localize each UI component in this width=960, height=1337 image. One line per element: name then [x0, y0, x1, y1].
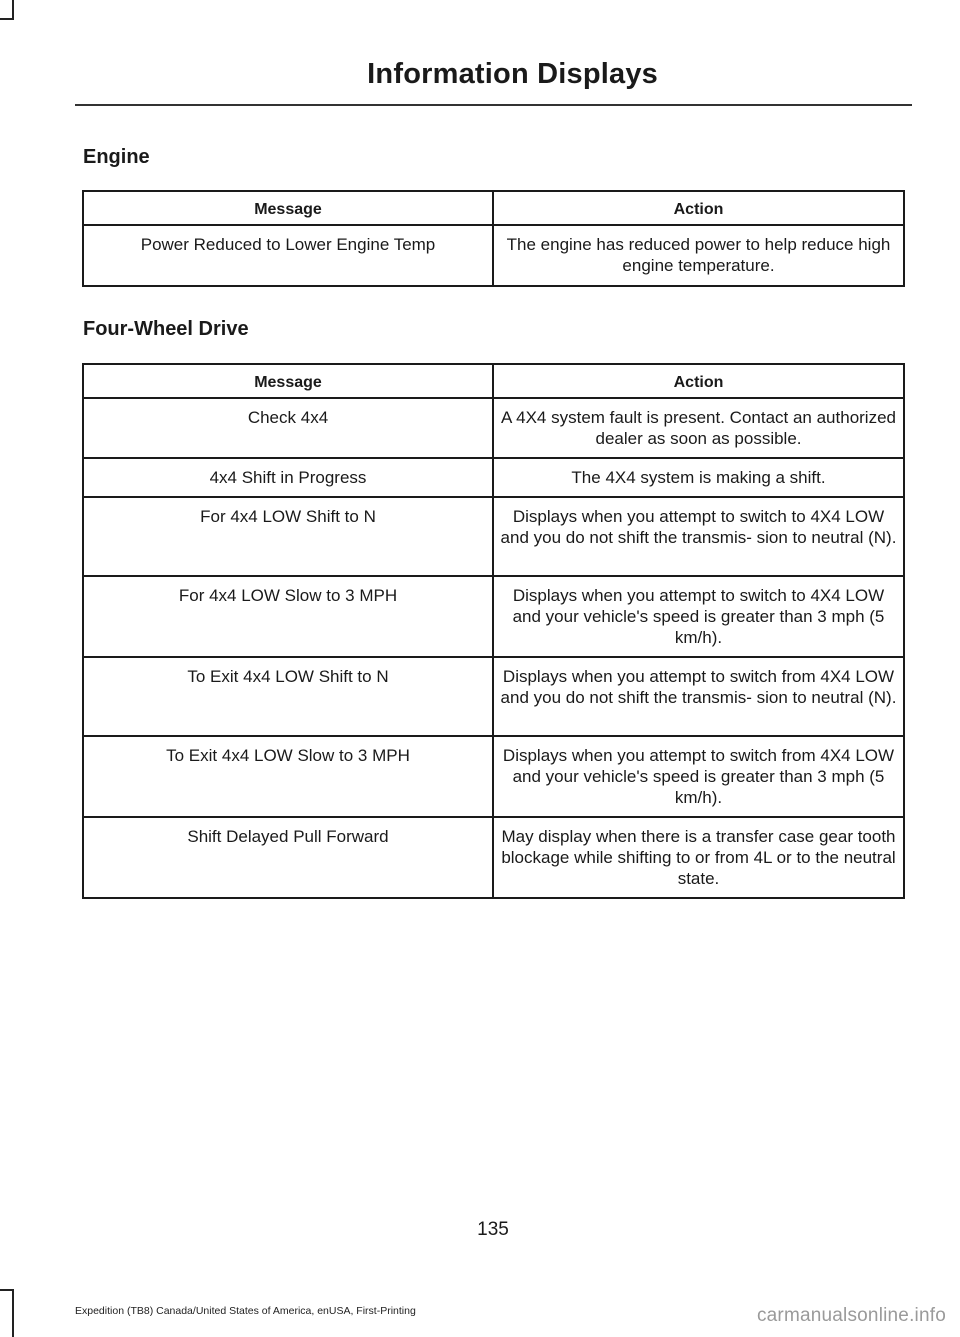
message-cell: To Exit 4x4 LOW Shift to N — [83, 657, 493, 736]
message-cell: Check 4x4 — [83, 398, 493, 458]
message-cell: Shift Delayed Pull Forward — [83, 817, 493, 898]
column-header-message: Message — [83, 191, 493, 225]
action-cell: Displays when you attempt to switch from 4X4 LOW and you do not shift the transmis- sion to neutral (N). — [493, 657, 904, 736]
table-row — [83, 817, 904, 898]
four-wheel-drive-message-table — [82, 363, 905, 899]
table-row — [83, 458, 904, 497]
column-header-action: Action — [493, 191, 904, 225]
crop-mark-bottom-left-v — [12, 1290, 14, 1337]
edition-footer: Expedition (TB8) Canada/United States of America, enUSA, First-Printing — [75, 1305, 416, 1317]
page-title: Information Displays — [367, 58, 658, 90]
message-cell: Power Reduced to Lower Engine Temp — [83, 225, 493, 286]
table-row — [83, 736, 904, 817]
action-cell: Displays when you attempt to switch to 4X4 LOW and your vehicle's speed is greater than 3 mph (5 km/h). — [493, 576, 904, 657]
engine-section-heading: Engine — [83, 146, 150, 168]
action-cell: Displays when you attempt to switch from 4X4 LOW and your vehicle's speed is greater than 3 mph (5 km/h). — [493, 736, 904, 817]
table-header-row — [83, 364, 904, 398]
title-divider — [75, 104, 912, 106]
action-cell: May display when there is a transfer case gear tooth blockage while shifting to or from 4L or to the neutral state. — [493, 817, 904, 898]
message-cell: 4x4 Shift in Progress — [83, 458, 493, 497]
message-cell: To Exit 4x4 LOW Slow to 3 MPH — [83, 736, 493, 817]
table-row — [83, 225, 904, 286]
table-row — [83, 657, 904, 736]
engine-message-table — [82, 190, 905, 287]
page-number: 135 — [477, 1219, 509, 1240]
crop-mark-bottom-left-h — [0, 1289, 14, 1291]
action-cell: Displays when you attempt to switch to 4X4 LOW and you do not shift the transmis- sion to neutral (N). — [493, 497, 904, 576]
crop-mark-top-left-h — [0, 18, 14, 20]
message-cell: For 4x4 LOW Slow to 3 MPH — [83, 576, 493, 657]
column-header-message: Message — [83, 364, 493, 398]
column-header-action: Action — [493, 364, 904, 398]
table-header-row — [83, 191, 904, 225]
action-cell: The 4X4 system is making a shift. — [493, 458, 904, 497]
four-wheel-drive-section-heading: Four-Wheel Drive — [83, 318, 249, 340]
table-row — [83, 497, 904, 576]
crop-mark-top-left-v — [12, 0, 14, 20]
table-row — [83, 576, 904, 657]
action-cell: The engine has reduced power to help reduce high engine temperature. — [493, 225, 904, 286]
action-cell: A 4X4 system fault is present. Contact an authorized dealer as soon as possible. — [493, 398, 904, 458]
table-row — [83, 398, 904, 458]
watermark: carmanualsonline.info — [756, 1305, 946, 1326]
message-cell: For 4x4 LOW Shift to N — [83, 497, 493, 576]
